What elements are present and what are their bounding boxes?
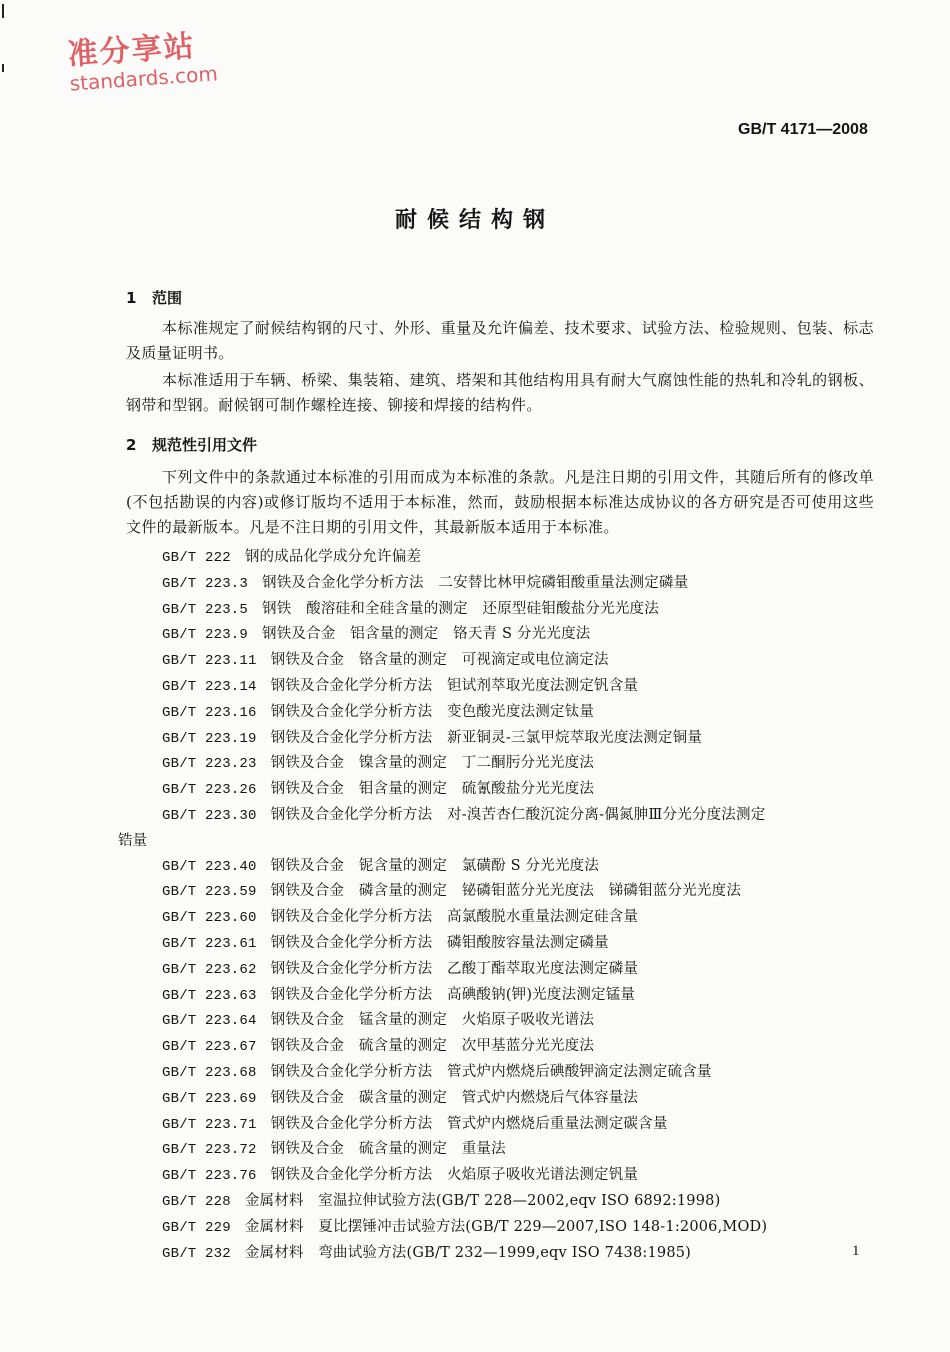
- reference-code: GB/T 223.69: [162, 1090, 257, 1107]
- reference-code: GB/T 223.61: [162, 935, 257, 952]
- reference-item: [126, 726, 876, 752]
- reference-title: 金属材料 室温拉伸试验方法(GB/T 228—2002,eqv ISO 6892:1998): [244, 1192, 721, 1209]
- reference-title: 钢铁及合金化学分析方法 高氯酸脱水重量法测定硅含量: [270, 909, 639, 926]
- reference-title: 钢铁及合金 铝含量的测定 铬天青 S 分光光度法: [262, 626, 591, 643]
- reference-item: [126, 1163, 876, 1189]
- reference-item: [126, 700, 876, 726]
- reference-item: [126, 1137, 876, 1163]
- reference-item: [126, 545, 876, 571]
- scan-edge-mark: [2, 4, 4, 18]
- reference-item: [126, 1034, 876, 1060]
- reference-item: [126, 1241, 876, 1267]
- reference-item: [126, 803, 876, 829]
- reference-title: 钢铁 酸溶硅和全硅含量的测定 还原型硅钼酸盐分光光度法: [262, 600, 659, 617]
- page-number: 1: [852, 1243, 860, 1259]
- reference-title: 钢铁及合金化学分析方法 变色酸光度法测定钛量: [270, 703, 595, 720]
- reference-item: [126, 777, 876, 803]
- reference-code: GB/T 223.16: [162, 704, 257, 721]
- reference-title: 钢铁及合金 钼含量的测定 硫氰酸盐分光光度法: [270, 781, 595, 798]
- reference-item: [126, 674, 876, 700]
- reference-title: 钢铁及合金化学分析方法 乙酸丁酯萃取光度法测定磷量: [270, 960, 639, 977]
- reference-list: [118, 545, 876, 1266]
- reference-item: [126, 751, 876, 777]
- reference-title: 钢的成品化学成分允许偏差: [244, 549, 422, 565]
- reference-title: 钢铁及合金 锰含量的测定 火焰原子吸收光谱法: [270, 1012, 595, 1029]
- reference-item: [126, 879, 876, 905]
- watermark-stamp: [61, 4, 237, 106]
- scan-edge-mark: [2, 64, 4, 72]
- document-title: 耐候结构钢: [394, 208, 555, 233]
- reference-code: GB/T 223.68: [162, 1064, 257, 1081]
- scope-paragraph-2: 本标准适用于车辆、桥梁、集装箱、建筑、塔架和其他结构用具有耐大气腐蚀性能的热轧和冷轧的钢板、钢带和型钢。耐候钢可制作螺栓连接、铆接和焊接的结构件。: [126, 371, 874, 414]
- reference-code: GB/T 223.62: [162, 961, 257, 978]
- reference-item: [126, 983, 876, 1009]
- scope-paragraph-1: 本标准规定了耐候结构钢的尺寸、外形、重量及允许偏差、技术要求、试验方法、检验规则、包装、标志及质量证明书。: [126, 319, 874, 362]
- reference-item: [126, 1112, 876, 1138]
- reference-item: [126, 1215, 876, 1241]
- reference-code: GB/T 223.30: [162, 807, 257, 824]
- reference-title: 钢铁及合金化学分析方法 管式炉内燃烧后重量法测定碳含量: [270, 1115, 668, 1132]
- reference-code: GB/T 223.3: [162, 575, 249, 592]
- reference-title: 钢铁及合金化学分析方法 新亚铜灵-三氯甲烷萃取光度法测定铜量: [270, 729, 703, 746]
- reference-code: GB/T 223.26: [162, 782, 257, 799]
- reference-item: [126, 571, 876, 597]
- reference-item: [126, 905, 876, 931]
- reference-code: GB/T 223.67: [162, 1039, 257, 1056]
- section-heading-scope: [126, 287, 182, 308]
- reference-item: [126, 931, 876, 957]
- reference-title: 钢铁及合金化学分析方法 高碘酸钠(钾)光度法测定锰量: [270, 986, 636, 1003]
- reference-title: 钢铁及合金 铌含量的测定 氯磺酚 S 分光光度法: [270, 857, 600, 874]
- reference-code: GB/T 223.64: [162, 1013, 257, 1030]
- reference-title: 钢铁及合金化学分析方法 二安替比林甲烷磷钼酸重量法测定磷量: [262, 574, 689, 591]
- section-title: 规范性引用文件: [152, 436, 258, 454]
- reference-item: [126, 1086, 876, 1112]
- reference-code: GB/T 223.72: [162, 1142, 257, 1159]
- reference-code: GB/T 223.23: [162, 756, 257, 773]
- reference-title: 钢铁及合金 镍含量的测定 丁二酮肟分光光度法: [270, 755, 595, 772]
- reference-title: 钢铁及合金 硫含量的测定 次甲基蓝分光光度法: [270, 1038, 595, 1055]
- reference-code: GB/T 223.59: [162, 884, 257, 901]
- reference-item: [126, 1189, 876, 1215]
- reference-title: 钢铁及合金 碳含量的测定 管式炉内燃烧后气体容量法: [270, 1089, 639, 1106]
- references-intro-paragraph: 下列文件中的条款通过本标准的引用而成为本标准的条款。凡是注日期的引用文件，其随后所有的修改单(不包括勘误的内容)或修订版均不适用于本标准，然而，鼓励根据本标准达成协议的各方研究是否可使用这些文件的最新版本。凡是不注日期的引用文件，其最新版本适用于本标准。: [126, 468, 874, 536]
- section-number: 2: [126, 436, 137, 454]
- reference-code: GB/T 232: [162, 1245, 231, 1262]
- reference-code: GB/T 223.14: [162, 678, 257, 695]
- reference-title: 钢铁及合金 磷含量的测定 铋磷钼蓝分光光度法 锑磷钼蓝分光光度法: [270, 883, 742, 900]
- reference-code: GB/T 223.71: [162, 1116, 257, 1133]
- reference-title: 钢铁及合金 硫含量的测定 重量法: [270, 1141, 506, 1158]
- reference-title: 金属材料 弯曲试验方法(GB/T 232—1999,eqv ISO 7438:1985): [244, 1244, 692, 1261]
- reference-title: 钢铁及合金化学分析方法 磷钼酸胺容量法测定磷量: [270, 934, 609, 951]
- reference-code: GB/T 223.11: [162, 653, 257, 670]
- reference-continuation: 锆量: [118, 832, 147, 849]
- section-heading-normative-references: [126, 434, 257, 455]
- reference-item: [126, 1060, 876, 1086]
- reference-item: [126, 622, 876, 648]
- reference-code: GB/T 223.76: [162, 1168, 257, 1185]
- reference-item: [126, 1008, 876, 1034]
- reference-code: GB/T 223.9: [162, 627, 249, 644]
- section-number: 1: [126, 289, 137, 307]
- reference-code: GB/T 223.40: [162, 858, 257, 875]
- reference-title: 钢铁及合金化学分析方法 对-溴苦杏仁酸沉淀分离-偶氮胂Ⅲ分光分度法测定: [270, 806, 766, 823]
- reference-item: [126, 957, 876, 983]
- watermark-title: 准分享站: [66, 28, 197, 73]
- section-title: 范围: [152, 289, 183, 307]
- reference-code: GB/T 222: [162, 550, 231, 566]
- reference-title: 钢铁及合金化学分析方法 管式炉内燃烧后碘酸钾滴定法测定硫含量: [270, 1063, 712, 1080]
- reference-item: [126, 597, 876, 623]
- reference-title: 钢铁及合金化学分析方法 钽试剂萃取光度法测定钒含量: [270, 677, 639, 694]
- reference-item: [126, 648, 876, 674]
- reference-code: GB/T 229: [162, 1219, 231, 1236]
- reference-title: 钢铁及合金化学分析方法 火焰原子吸收光谱法测定钒量: [270, 1167, 639, 1184]
- reference-item: [126, 854, 876, 880]
- reference-code: GB/T 223.60: [162, 910, 257, 927]
- document-code: GB/T 4171—2008: [738, 121, 868, 138]
- reference-title: 钢铁及合金 铬含量的测定 可视滴定或电位滴定法: [270, 652, 609, 669]
- reference-code: GB/T 223.19: [162, 730, 257, 747]
- watermark-url: standards.com: [68, 61, 219, 96]
- reference-title: 金属材料 夏比摆锤冲击试验方法(GB/T 229—2007,ISO 148-1:2006,MOD): [244, 1218, 768, 1235]
- reference-code: GB/T 228: [162, 1193, 231, 1210]
- reference-code: GB/T 223.63: [162, 987, 257, 1004]
- reference-code: GB/T 223.5: [162, 601, 249, 618]
